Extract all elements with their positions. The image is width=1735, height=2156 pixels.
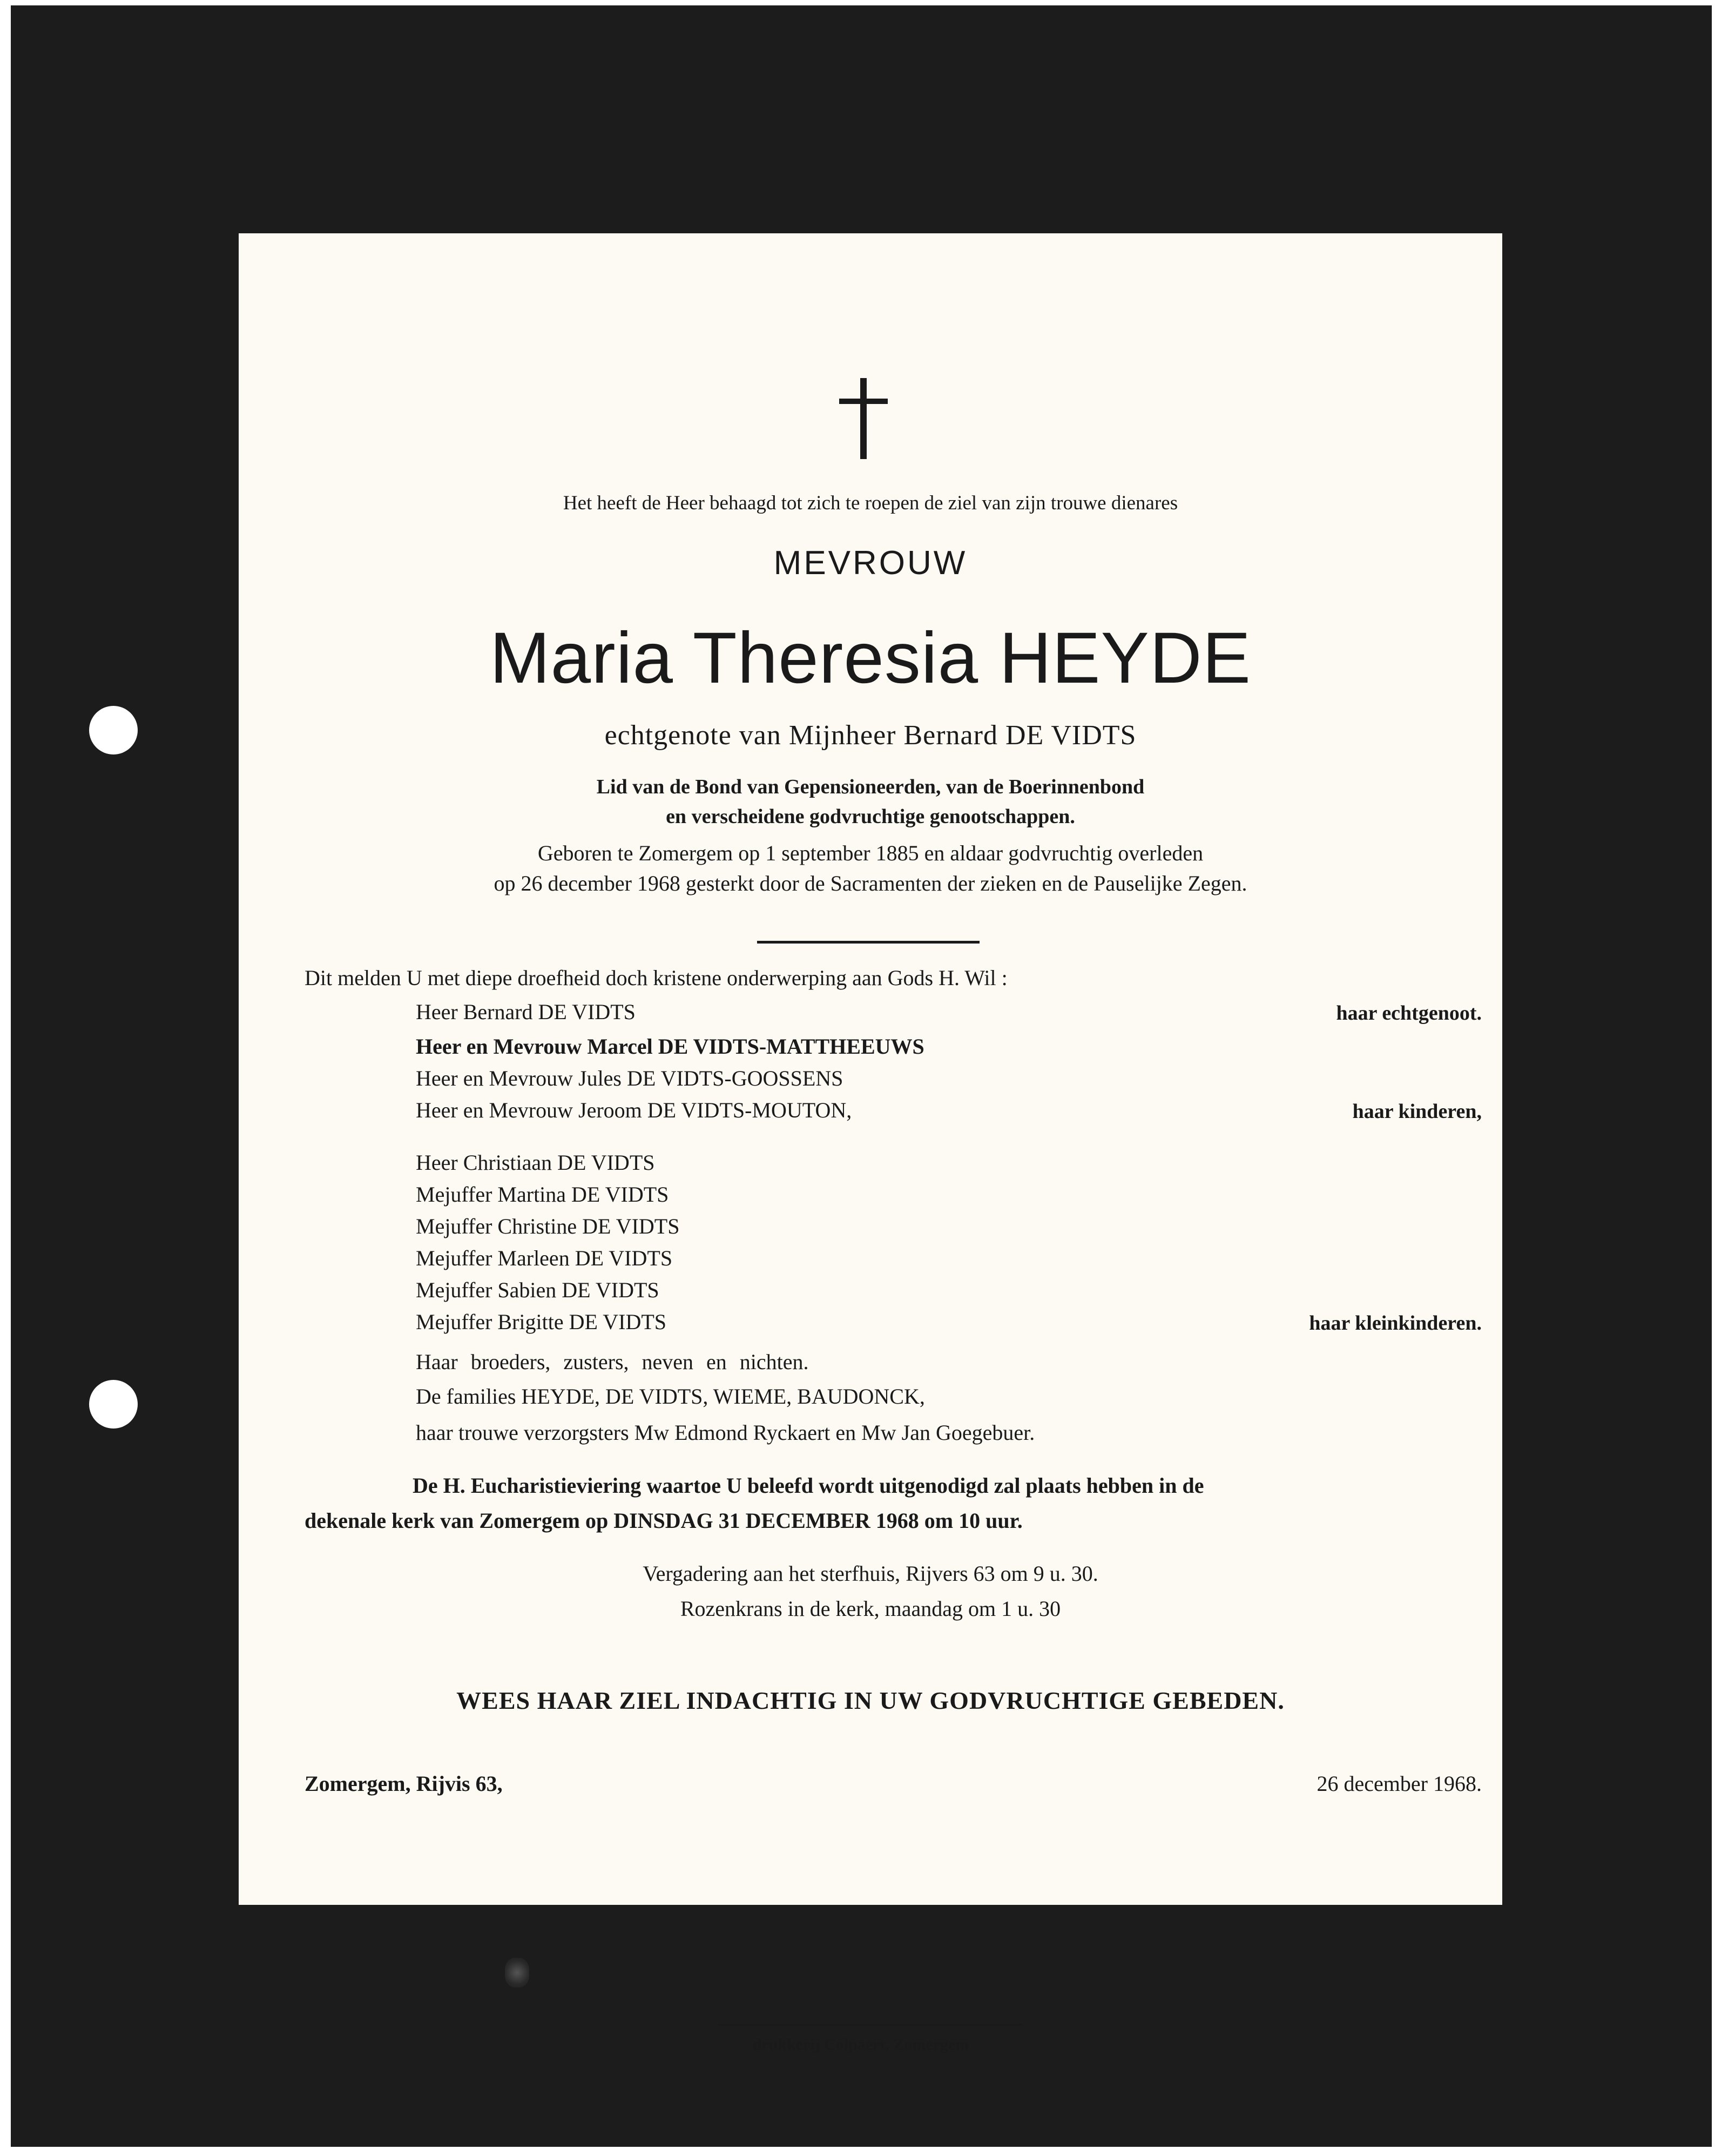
- mourner-families: De families HEYDE, DE VIDTS, WIEME, BAUDONCK,: [416, 1384, 925, 1409]
- mourner-grandchild: Mejuffer Sabien DE VIDTS: [416, 1278, 659, 1302]
- birth-death-line-1: Geboren te Zomergem op 1 september 1885 en aldaar godvruchtig overleden: [537, 841, 1204, 865]
- eucharist-line-2: dekenale kerk van Zomergem op DINSDAG 31 DECEMBER 1968 om 10 uur.: [305, 1508, 1023, 1533]
- prayer-request: WEES HAAR ZIEL INDACHTIG IN UW GODVRUCHTIGE GEBEDEN.: [456, 1687, 1285, 1714]
- rosary-text: Rozenkrans in de kerk, maandag om 1 u. 30: [680, 1596, 1061, 1621]
- printer-credit: drukkerij Colpaert, Zomergem: [752, 2036, 969, 2053]
- binder-hole-top: [89, 706, 138, 754]
- board-smudge: [505, 1958, 529, 1987]
- membership-line-1: Lid van de Bond van Gepensioneerden, van de Boerinnenbond: [596, 776, 1145, 798]
- relation-spouse: haar echtgenoot.: [1336, 1002, 1482, 1025]
- black-mounting-board: [11, 5, 1712, 2147]
- binder-hole-bottom: [89, 1380, 138, 1429]
- mourner-grandchild: Mejuffer Christine DE VIDTS: [416, 1214, 680, 1238]
- relation-children: haar kinderen,: [1352, 1100, 1482, 1123]
- address-text: Zomergem, Rijvis 63,: [305, 1771, 503, 1796]
- relation-grandchildren: haar kleinkinderen.: [1309, 1312, 1482, 1335]
- spouse-line: echtgenote van Mijnheer Bernard DE VIDTS: [604, 720, 1137, 751]
- notice-date: 26 december 1968.: [1317, 1771, 1482, 1796]
- mourner-grandchild: Mejuffer Marleen DE VIDTS: [416, 1246, 673, 1270]
- mourner-child: Heer en Mevrouw Jeroom DE VIDTS-MOUTON,: [416, 1098, 852, 1122]
- mourner-spouse: Heer Bernard DE VIDTS: [416, 1000, 636, 1024]
- mourner-grandchild: Mejuffer Brigitte DE VIDTS: [416, 1310, 667, 1334]
- mourner-relatives: Haar broeders, zusters, neven en nichten.: [416, 1350, 809, 1374]
- meeting-text: Vergadering aan het sterfhuis, Rijvers 63 om 9 u. 30.: [643, 1561, 1098, 1586]
- announcement-text: Dit melden U met diepe droefheid doch kristene onderwerping aan Gods H. Wil :: [305, 966, 1008, 990]
- mourner-child: Heer en Mevrouw Jules DE VIDTS-GOOSSENS: [416, 1066, 843, 1090]
- death-notice-card: [239, 233, 1502, 2053]
- mourner-grandchild: Heer Christiaan DE VIDTS: [416, 1150, 655, 1175]
- membership-line-2: en verscheidene godvruchtige genootschappen.: [666, 805, 1075, 828]
- birth-death-line-2: op 26 december 1968 gesterkt door de Sacramenten der zieken en de Pauselijke Zegen.: [494, 871, 1247, 895]
- printer-divider: [718, 2024, 1022, 2026]
- intro-text: Het heeft de Heer behaagd tot zich te roepen de ziel van zijn trouwe dienares: [563, 492, 1178, 514]
- mourner-grandchild: Mejuffer Martina DE VIDTS: [416, 1182, 669, 1207]
- divider-line: [757, 941, 980, 944]
- mourner-caregivers: haar trouwe verzorgsters Mw Edmond Ryckaert en Mw Jan Goegebuer.: [416, 1420, 1035, 1445]
- deceased-name: Maria Theresia HEYDE: [489, 618, 1252, 698]
- mourner-child: Heer en Mevrouw Marcel DE VIDTS-MATTHEEUWS: [416, 1034, 924, 1059]
- cross-icon: [834, 378, 893, 459]
- eucharist-line-1: De H. Eucharistieviering waartoe U beleefd wordt uitgenodigd zal plaats hebben in de: [413, 1473, 1204, 1498]
- salutation-title: MEVROUW: [773, 544, 968, 582]
